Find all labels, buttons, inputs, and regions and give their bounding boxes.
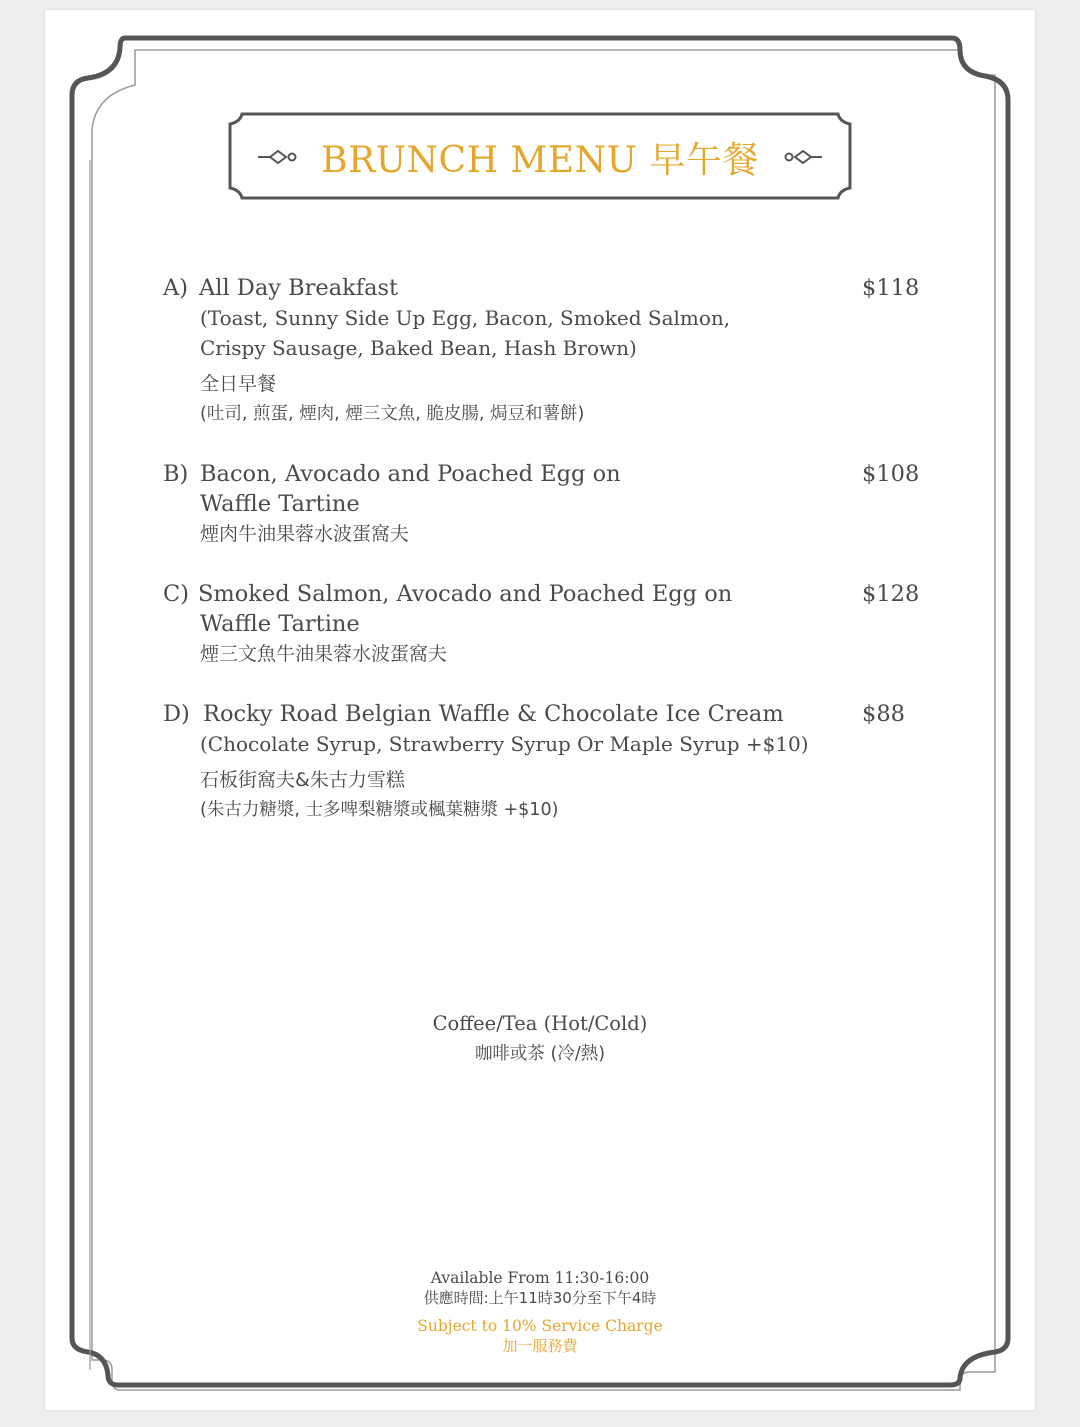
item-letter: D)	[163, 701, 190, 727]
item-letter: A)	[163, 275, 189, 301]
item-letter: B)	[163, 461, 189, 487]
item-description: Crispy Sausage, Baked Bean, Hash Brown)	[200, 336, 637, 360]
item-chinese-name: 全日早餐	[200, 373, 277, 395]
item-price: $118	[862, 275, 920, 301]
footer-section	[0, 1268, 1080, 1356]
hours-english: Available From 11:30-16:00	[430, 1269, 650, 1287]
menu-item-d	[163, 699, 923, 825]
item-price: $108	[862, 461, 920, 487]
item-letter: C)	[163, 581, 189, 607]
drinks-section	[0, 1009, 1080, 1069]
item-description: (Toast, Sunny Side Up Egg, Bacon, Smoked Salmon,	[200, 306, 731, 330]
item-name-line	[163, 459, 923, 489]
item-chinese-description: (朱古力糖漿, 士多啤梨糖漿或楓葉糖漿 +$10)	[200, 800, 559, 820]
item-chinese-name: 煙三文魚牛油果蓉水波蛋窩夫	[200, 643, 448, 665]
item-chinese-name: 煙肉牛油果蓉水波蛋窩夫	[200, 523, 410, 545]
item-name: Bacon, Avocado and Poached Egg on	[200, 461, 621, 487]
service-charge-chinese: 加一服務費	[502, 1337, 578, 1355]
item-name: Waffle Tartine	[200, 491, 360, 517]
item-chinese-name: 石板街窩夫&朱古力雪糕	[200, 769, 405, 791]
drinks-chinese: 咖啡或茶 (冷/熱)	[474, 1044, 606, 1064]
item-name: Smoked Salmon, Avocado and Poached Egg on	[198, 581, 733, 607]
menu-item-c	[163, 579, 923, 669]
item-name: Waffle Tartine	[200, 611, 360, 637]
menu-title: BRUNCH MENU 早午餐	[321, 139, 759, 181]
item-description: (Chocolate Syrup, Strawberry Syrup Or Maple Syrup +$10)	[200, 732, 809, 756]
item-price: $88	[862, 701, 905, 727]
item-name: All Day Breakfast	[199, 275, 399, 301]
item-name-line	[163, 273, 923, 303]
item-price: $128	[862, 581, 920, 607]
item-name-line	[163, 579, 923, 609]
item-chinese-description: (吐司, 煎蛋, 煙肉, 煙三文魚, 脆皮腸, 焗豆和薯餅)	[200, 404, 585, 424]
drinks-english: Coffee/Tea (Hot/Cold)	[432, 1012, 648, 1035]
item-name: Rocky Road Belgian Waffle & Chocolate Ice Cream	[203, 701, 784, 727]
menu-item-b	[163, 459, 923, 549]
menu-item-a	[163, 273, 923, 429]
item-name-line	[163, 699, 923, 729]
service-charge-english: Subject to 10% Service Charge	[417, 1317, 663, 1335]
hours-chinese: 供應時間:上午11時30分至下午4時	[423, 1289, 657, 1307]
